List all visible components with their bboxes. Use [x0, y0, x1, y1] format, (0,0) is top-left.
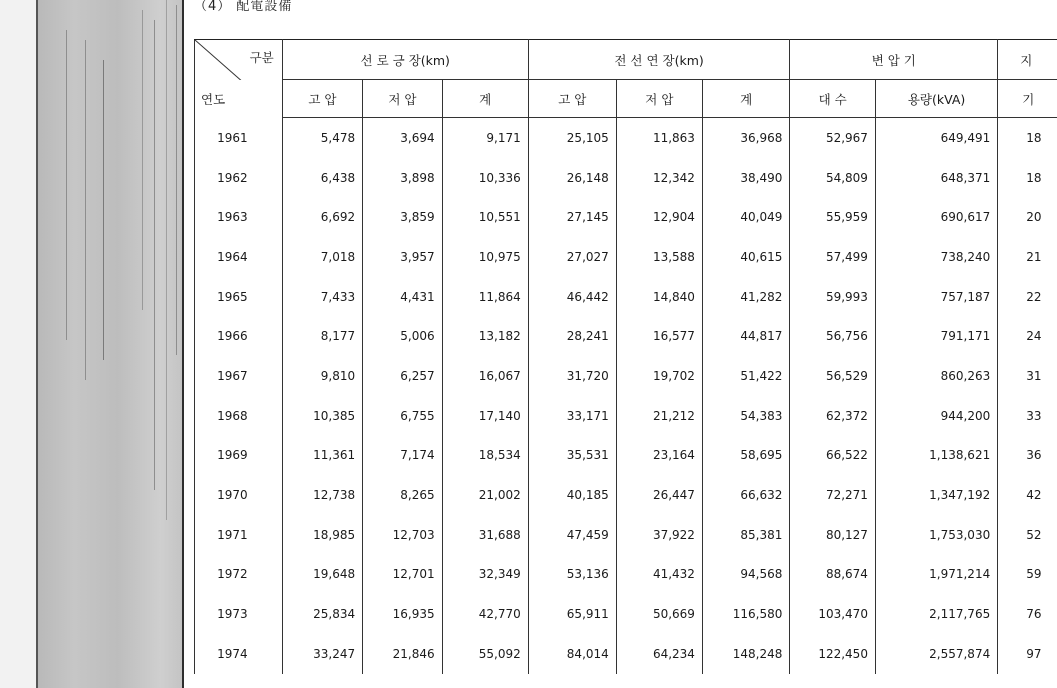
value-cell: 21,002: [442, 475, 528, 515]
distribution-equipment-table: [194, 39, 1057, 674]
value-cell: 62,372: [790, 396, 876, 436]
value-cell: 2,557,874: [875, 634, 997, 674]
value-cell: 3,898: [363, 158, 442, 198]
year-cell: 1964: [195, 237, 283, 277]
value-cell: 85,381: [702, 515, 789, 555]
value-cell: 33: [998, 396, 1057, 436]
sub-header: 대 수: [790, 80, 876, 118]
table-row: [195, 515, 1057, 555]
value-cell: 2,117,765: [875, 594, 997, 634]
value-cell: 12,701: [363, 555, 442, 595]
year-cell: 1961: [195, 118, 283, 158]
sub-header: 저 압: [616, 80, 702, 118]
value-cell: 1,138,621: [875, 436, 997, 476]
value-cell: 66,522: [790, 436, 876, 476]
value-cell: 8,265: [363, 475, 442, 515]
value-cell: 738,240: [875, 237, 997, 277]
value-cell: 54,383: [702, 396, 789, 436]
sub-header: 계: [442, 80, 528, 118]
sub-header: 용량(kVA): [875, 80, 997, 118]
year-cell: 1969: [195, 436, 283, 476]
table-row: [195, 277, 1057, 317]
value-cell: 10,385: [282, 396, 362, 436]
table-row: [195, 436, 1057, 476]
value-cell: 40,615: [702, 237, 789, 277]
section-title: （4） 配電設備: [194, 0, 293, 14]
sub-header: 고 압: [282, 80, 362, 118]
value-cell: 42: [998, 475, 1057, 515]
table-row: [195, 634, 1057, 674]
value-cell: 57,499: [790, 237, 876, 277]
value-cell: 25,105: [528, 118, 616, 158]
value-cell: 12,738: [282, 475, 362, 515]
header-corner: [195, 40, 283, 80]
value-cell: 13,182: [442, 316, 528, 356]
value-cell: 31: [998, 356, 1057, 396]
value-cell: 103,470: [790, 594, 876, 634]
value-cell: 41,282: [702, 277, 789, 317]
scan-streak: [142, 10, 143, 310]
value-cell: 66,632: [702, 475, 789, 515]
value-cell: 47,459: [528, 515, 616, 555]
value-cell: 116,580: [702, 594, 789, 634]
value-cell: 64,234: [616, 634, 702, 674]
value-cell: 80,127: [790, 515, 876, 555]
value-cell: 3,694: [363, 118, 442, 158]
value-cell: 28,241: [528, 316, 616, 356]
value-cell: 54,809: [790, 158, 876, 198]
year-cell: 1965: [195, 277, 283, 317]
value-cell: 11,864: [442, 277, 528, 317]
value-cell: 3,859: [363, 197, 442, 237]
group-header-line-length: 선 로 긍 장(km): [282, 40, 528, 80]
value-cell: 21,212: [616, 396, 702, 436]
scan-streak: [85, 40, 86, 380]
value-cell: 7,018: [282, 237, 362, 277]
value-cell: 12,342: [616, 158, 702, 198]
value-cell: 42,770: [442, 594, 528, 634]
value-cell: 33,171: [528, 396, 616, 436]
value-cell: 84,014: [528, 634, 616, 674]
value-cell: 26,447: [616, 475, 702, 515]
value-cell: 1,753,030: [875, 515, 997, 555]
scan-streak: [176, 5, 177, 355]
sub-header: 고 압: [528, 80, 616, 118]
value-cell: 10,975: [442, 237, 528, 277]
value-cell: 757,187: [875, 277, 997, 317]
value-cell: 31,720: [528, 356, 616, 396]
value-cell: 59,993: [790, 277, 876, 317]
value-cell: 944,200: [875, 396, 997, 436]
value-cell: 27,027: [528, 237, 616, 277]
value-cell: 16,935: [363, 594, 442, 634]
year-cell: 1973: [195, 594, 283, 634]
value-cell: 53,136: [528, 555, 616, 595]
value-cell: 122,450: [790, 634, 876, 674]
value-cell: 9,810: [282, 356, 362, 396]
value-cell: 3,957: [363, 237, 442, 277]
value-cell: 36: [998, 436, 1057, 476]
value-cell: 27,145: [528, 197, 616, 237]
value-cell: 8,177: [282, 316, 362, 356]
value-cell: 19,648: [282, 555, 362, 595]
value-cell: 16,577: [616, 316, 702, 356]
value-cell: 58,695: [702, 436, 789, 476]
value-cell: 9,171: [442, 118, 528, 158]
value-cell: 76: [998, 594, 1057, 634]
value-cell: 16,067: [442, 356, 528, 396]
value-cell: 12,904: [616, 197, 702, 237]
value-cell: 5,006: [363, 316, 442, 356]
value-cell: 1,971,214: [875, 555, 997, 595]
value-cell: 11,863: [616, 118, 702, 158]
value-cell: 22: [998, 277, 1057, 317]
value-cell: 18: [998, 158, 1057, 198]
value-cell: 1,347,192: [875, 475, 997, 515]
group-header-wire-length: 전 선 연 장(km): [528, 40, 790, 80]
value-cell: 41,432: [616, 555, 702, 595]
value-cell: 40,185: [528, 475, 616, 515]
value-cell: 65,911: [528, 594, 616, 634]
value-cell: 6,692: [282, 197, 362, 237]
year-cell: 1967: [195, 356, 283, 396]
year-cell: 1963: [195, 197, 283, 237]
value-cell: 59: [998, 555, 1057, 595]
value-cell: 24: [998, 316, 1057, 356]
value-cell: 52,967: [790, 118, 876, 158]
left-margin: [0, 0, 36, 688]
value-cell: 6,755: [363, 396, 442, 436]
value-cell: 18: [998, 118, 1057, 158]
value-cell: 94,568: [702, 555, 789, 595]
value-cell: 32,349: [442, 555, 528, 595]
group-header-cut: 지: [998, 40, 1057, 80]
sub-header: 저 압: [363, 80, 442, 118]
value-cell: 18,985: [282, 515, 362, 555]
value-cell: 10,551: [442, 197, 528, 237]
value-cell: 50,669: [616, 594, 702, 634]
value-cell: 6,438: [282, 158, 362, 198]
table-row: [195, 356, 1057, 396]
value-cell: 13,588: [616, 237, 702, 277]
value-cell: 44,817: [702, 316, 789, 356]
table-row: [195, 118, 1057, 158]
scan-streak: [103, 60, 104, 360]
year-cell: 1974: [195, 634, 283, 674]
value-cell: 25,834: [282, 594, 362, 634]
group-header-transformer: 변 압 기: [790, 40, 998, 80]
value-cell: 51,422: [702, 356, 789, 396]
table-row: [195, 555, 1057, 595]
value-cell: 7,433: [282, 277, 362, 317]
sub-header: 기: [998, 80, 1057, 118]
year-cell: 1966: [195, 316, 283, 356]
value-cell: 690,617: [875, 197, 997, 237]
value-cell: 38,490: [702, 158, 789, 198]
value-cell: 5,478: [282, 118, 362, 158]
table-row: [195, 316, 1057, 356]
year-cell: 1970: [195, 475, 283, 515]
table-row: [195, 594, 1057, 634]
value-cell: 52: [998, 515, 1057, 555]
value-cell: 26,148: [528, 158, 616, 198]
table-row: [195, 197, 1057, 237]
value-cell: 31,688: [442, 515, 528, 555]
value-cell: 12,703: [363, 515, 442, 555]
sub-header: 계: [702, 80, 789, 118]
value-cell: 21,846: [363, 634, 442, 674]
value-cell: 148,248: [702, 634, 789, 674]
table-row: [195, 158, 1057, 198]
value-cell: 11,361: [282, 436, 362, 476]
value-cell: 36,968: [702, 118, 789, 158]
value-cell: 35,531: [528, 436, 616, 476]
year-cell: 1972: [195, 555, 283, 595]
value-cell: 72,271: [790, 475, 876, 515]
scan-streak: [154, 20, 155, 490]
table-row: [195, 237, 1057, 277]
scan-gutter: [36, 0, 184, 688]
value-cell: 860,263: [875, 356, 997, 396]
value-cell: 10,336: [442, 158, 528, 198]
scan-streak: [66, 30, 67, 340]
value-cell: 33,247: [282, 634, 362, 674]
value-cell: 56,756: [790, 316, 876, 356]
table-body: [195, 118, 1057, 674]
value-cell: 97: [998, 634, 1057, 674]
document-page: [184, 0, 1057, 688]
corner-label-year: 연도: [201, 91, 226, 107]
value-cell: 648,371: [875, 158, 997, 198]
value-cell: 55,959: [790, 197, 876, 237]
value-cell: 7,174: [363, 436, 442, 476]
scan-streak: [166, 0, 167, 520]
value-cell: 17,140: [442, 396, 528, 436]
value-cell: 23,164: [616, 436, 702, 476]
corner-label-category: 구분: [249, 50, 274, 65]
year-cell: 1962: [195, 158, 283, 198]
table-row: [195, 475, 1057, 515]
value-cell: 6,257: [363, 356, 442, 396]
value-cell: 649,491: [875, 118, 997, 158]
value-cell: 88,674: [790, 555, 876, 595]
value-cell: 4,431: [363, 277, 442, 317]
value-cell: 19,702: [616, 356, 702, 396]
year-cell: 1968: [195, 396, 283, 436]
value-cell: 37,922: [616, 515, 702, 555]
value-cell: 40,049: [702, 197, 789, 237]
value-cell: 791,171: [875, 316, 997, 356]
value-cell: 56,529: [790, 356, 876, 396]
value-cell: 14,840: [616, 277, 702, 317]
header-corner-lower: [195, 80, 283, 118]
value-cell: 21: [998, 237, 1057, 277]
value-cell: 18,534: [442, 436, 528, 476]
year-cell: 1971: [195, 515, 283, 555]
table-row: [195, 396, 1057, 436]
value-cell: 55,092: [442, 634, 528, 674]
value-cell: 46,442: [528, 277, 616, 317]
value-cell: 20: [998, 197, 1057, 237]
